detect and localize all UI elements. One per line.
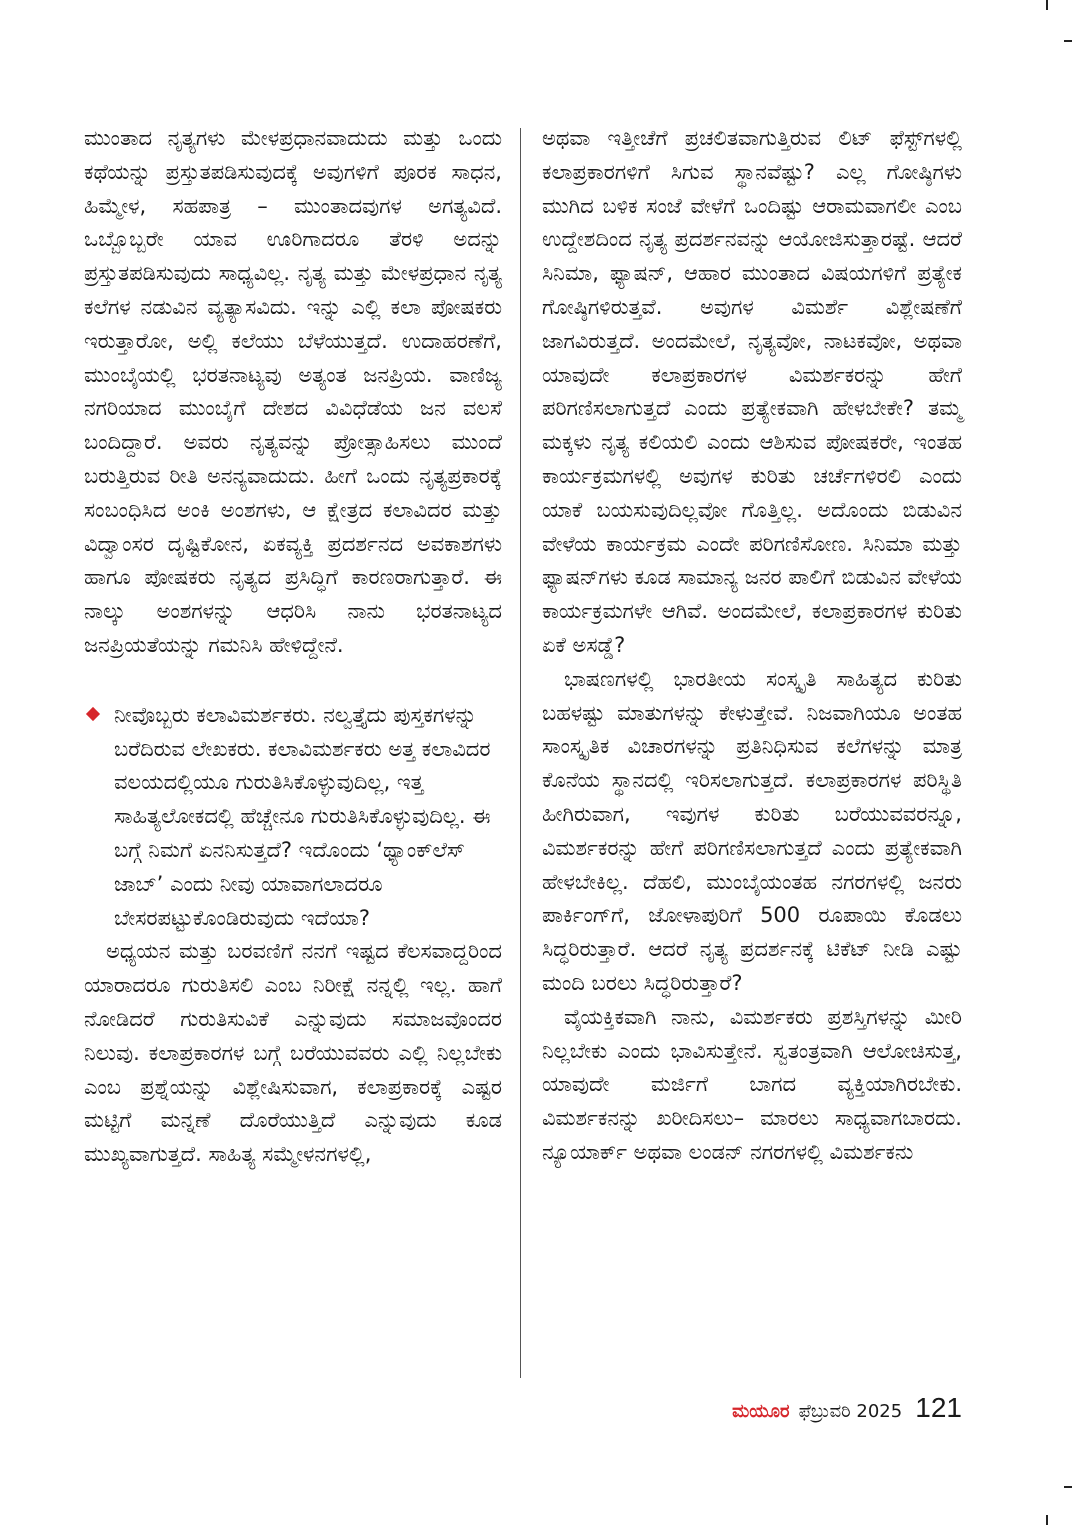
left-column [84, 122, 502, 1172]
page-footer [700, 1392, 962, 1428]
answer-paragraph-2: ಅಥವಾ ಇತ್ತೀಚೆಗೆ ಪ್ರಚಲಿತವಾಗುತ್ತಿರುವ ಲಿಟ್ ಫೆಸ್ಟ್‌ಗಳಲ್ಲಿ ಕಲಾಪ್ರಕಾರಗಳಿಗೆ ಸಿಗುವ ಸ್ಥಾನವೆಷ್ಟು? ಎಲ್ಲ ಗೋಷ್ಠಿಗಳು ಮುಗಿದ ಬಳಿಕ ಸಂಜೆ ವೇಳೆಗೆ ಒಂದಿಷ್ಟು ಆರಾಮವಾಗಲೀ ಎಂಬ ಉದ್ದೇಶದಿಂದ ನೃತ್ಯ ಪ್ರದರ್ಶನವನ್ನು ಆಯೋಜಿಸುತ್ತಾರಷ್ಟೆ. ಆದರೆ ಸಿನಿಮಾ, ಫ್ಯಾಷನ್, ಆಹಾರ ಮುಂತಾದ ವಿಷಯಗಳಿಗೆ ಪ್ರತ್ಯೇಕ ಗೋಷ್ಠಿಗಳಿರುತ್ತವೆ. ಅವುಗಳ ವಿಮರ್ಶೆ ವಿಶ್ಲೇಷಣೆಗೆ ಜಾಗವಿರುತ್ತದೆ. ಅಂದಮೇಲೆ, ನೃತ್ಯವೋ, ನಾಟಕವೋ, ಅಥವಾ ಯಾವುದೇ ಕಲಾಪ್ರಕಾರಗಳ ವಿಮರ್ಶಕರನ್ನು ಹೇಗೆ ಪರಿಗಣಿಸಲಾಗುತ್ತದೆ ಎಂದು ಪ್ರತ್ಯೇಕವಾಗಿ ಹೇಳಬೇಕೇ? ತಮ್ಮ ಮಕ್ಕಳು ನೃತ್ಯ ಕಲಿಯಲಿ ಎಂದು ಆಶಿಸುವ ಪೋಷಕರೇ, ಇಂತಹ ಕಾರ್ಯಕ್ರಮಗಳಲ್ಲಿ ಅವುಗಳ ಕುರಿತು ಚರ್ಚೆಗಳಿರಲಿ ಎಂದು ಯಾಕೆ ಬಯಸುವುದಿಲ್ಲವೋ ಗೊತ್ತಿಲ್ಲ. ಅದೊಂದು ಬಿಡುವಿನ ವೇಳೆಯ ಕಾರ್ಯಕ್ರಮ ಎಂದೇ ಪರಿಗಣಿಸೋಣ. ಸಿನಿಮಾ ಮತ್ತು ಫ್ಯಾಷನ್‌ಗಳು ಕೂಡ ಸಾಮಾನ್ಯ ಜನರ ಪಾಲಿಗೆ ಬಿಡುವಿನ ವೇಳೆಯ ಕಾರ್ಯಕ್ರಮಗಳೇ ಆಗಿವೆ. ಅಂದಮೇಲೆ, ಕಲಾಪ್ರಕಾರಗಳ ಕುರಿತು ಏಕೆ ಅಸಡ್ಡೆ? [542, 126, 962, 657]
issue-date: ಫೆಬ್ರುವರಿ 2025 [798, 1401, 903, 1422]
crop-mark-right-bottom [1064, 1486, 1072, 1488]
column-divider [520, 128, 521, 1378]
right-column [542, 122, 962, 1170]
crop-mark-bottom [1046, 1515, 1048, 1525]
paragraph-1: ಮುಂತಾದ ನೃತ್ಯಗಳು ಮೇಳಪ್ರಧಾನವಾದುದು ಮತ್ತು ಒಂದು ಕಥೆಯನ್ನು ಪ್ರಸ್ತುತಪಡಿಸುವುದಕ್ಕೆ ಅವುಗಳಿಗೆ ಪೂರಕ ಸಾಧನ, ಹಿಮ್ಮೇಳ, ಸಹಪಾತ್ರ – ಮುಂತಾದವುಗಳ ಅಗತ್ಯವಿದೆ. ಒಬ್ಬೊಬ್ಬರೇ ಯಾವ ಊರಿಗಾದರೂ ತೆರಳಿ ಅದನ್ನು ಪ್ರಸ್ತುತಪಡಿಸುವುದು ಸಾಧ್ಯವಿಲ್ಲ. ನೃತ್ಯ ಮತ್ತು ಮೇಳಪ್ರಧಾನ ನೃತ್ಯ ಕಲೆಗಳ ನಡುವಿನ ವ್ಯತ್ಯಾಸವಿದು. ಇನ್ನು ಎಲ್ಲಿ ಕಲಾ ಪೋಷಕರು ಇರುತ್ತಾರೋ, ಅಲ್ಲಿ ಕಲೆಯು ಬೆಳೆಯುತ್ತದೆ. ಉದಾಹರಣೆಗೆ, ಮುಂಬೈಯಲ್ಲಿ ಭರತನಾಟ್ಯವು ಅತ್ಯಂತ ಜನಪ್ರಿಯ. ವಾಣಿಜ್ಯ ನಗರಿಯಾದ ಮುಂಬೈಗೆ ದೇಶದ ವಿವಿಧೆಡೆಯ ಜನ ವಲಸೆ ಬಂದಿದ್ದಾರೆ. ಅವರು ನೃತ್ಯವನ್ನು ಪ್ರೋತ್ಸಾಹಿಸಲು ಮುಂದೆ ಬರುತ್ತಿರುವ ರೀತಿ ಅನನ್ಯವಾದುದು. ಹೀಗೆ ಒಂದು ನೃತ್ಯಪ್ರಕಾರಕ್ಕೆ ಸಂಬಂಧಿಸಿದ ಅಂಕಿ ಅಂಶಗಳು, ಆ ಕ್ಷೇತ್ರದ ಕಲಾವಿದರ ಮತ್ತು ವಿದ್ವಾಂಸರ ದೃಷ್ಟಿಕೋನ, ಏಕವ್ಯಕ್ತಿ ಪ್ರದರ್ಶನದ ಅವಕಾಶಗಳು ಹಾಗೂ ಪೋಷಕರು ನೃತ್ಯದ ಪ್ರಸಿದ್ಧಿಗೆ ಕಾರಣರಾಗುತ್ತಾರೆ. ಈ ನಾಲ್ಕು ಅಂಶಗಳನ್ನು ಆಧರಿಸಿ ನಾನು ಭರತನಾಟ್ಯದ ಜನಪ್ರಿಯತೆಯನ್ನು ಗಮನಿಸಿ ಹೇಳಿದ್ದೇನೆ. [84, 126, 502, 657]
crop-mark-top [1046, 0, 1048, 10]
diamond-bullet-icon [86, 707, 100, 721]
question-text: ನೀವೊಬ್ಬರು ಕಲಾವಿಮರ್ಶಕರು. ನಲ್ವತ್ತೈದು ಪುಸ್ತಕಗಳನ್ನು ಬರೆದಿರುವ ಲೇಖಕರು. ಕಲಾವಿಮರ್ಶಕರು ಅತ್ತ ಕಲಾವಿದರ ವಲಯದಲ್ಲಿಯೂ ಗುರುತಿಸಿಕೊಳ್ಳುವುದಿಲ್ಲ, ಇತ್ತ ಸಾಹಿತ್ಯಲೋಕದಲ್ಲಿ ಹೆಚ್ಚೇನೂ ಗುರುತಿಸಿಕೊಳ್ಳುವುದಿಲ್ಲ. ಈ ಬಗ್ಗೆ ನಿಮಗೆ ಏನನಿಸುತ್ತದೆ? ಇದೊಂದು ‘ಥ್ಯಾಂಕ್‌ಲೆಸ್ ಜಾಬ್’ ಎಂದು ನೀವು ಯಾವಾಗಲಾದರೂ ಬೇಸರಪಟ್ಟುಕೊಂಡಿರುವುದು ಇದೆಯಾ? [114, 702, 491, 930]
interview-question [84, 699, 502, 936]
answer-paragraph-3: ಭಾಷಣಗಳಲ್ಲಿ ಭಾರತೀಯ ಸಂಸ್ಕೃತಿ ಸಾಹಿತ್ಯದ ಕುರಿತು ಬಹಳಷ್ಟು ಮಾತುಗಳನ್ನು ಕೇಳುತ್ತೇವೆ. ನಿಜವಾಗಿಯೂ ಅಂತಹ ಸಾಂಸ್ಕೃತಿಕ ವಿಚಾರಗಳನ್ನು ಪ್ರತಿನಿಧಿಸುವ ಕಲೆಗಳನ್ನು ಮಾತ್ರ ಕೊನೆಯ ಸ್ಥಾನದಲ್ಲಿ ಇರಿಸಲಾಗುತ್ತದೆ. ಕಲಾಪ್ರಕಾರಗಳ ಪರಿಸ್ಥಿತಿ ಹೀಗಿರುವಾಗ, ಇವುಗಳ ಕುರಿತು ಬರೆಯುವವರನ್ನೂ, ವಿಮರ್ಶಕರನ್ನು ಹೇಗೆ ಪರಿಗಣಿಸಲಾಗುತ್ತದೆ ಎಂದು ಪ್ರತ್ಯೇಕವಾಗಿ ಹೇಳಬೇಕಿಲ್ಲ. ದೆಹಲಿ, ಮುಂಬೈಯಂತಹ ನಗರಗಳಲ್ಲಿ ಜನರು ಪಾರ್ಕಿಂಗ್‌ಗೆ, ಜೋಳಾಪುರಿಗೆ 500 ರೂಪಾಯಿ ಕೊಡಲು ಸಿದ್ಧರಿರುತ್ತಾರೆ. ಆದರೆ ನೃತ್ಯ ಪ್ರದರ್ಶನಕ್ಕೆ ಟಿಕೆಟ್ ನೀಡಿ ಎಷ್ಟು ಮಂದಿ ಬರಲು ಸಿದ್ಧರಿರುತ್ತಾರೆ? [542, 666, 962, 995]
page-number: 121 [915, 1392, 962, 1423]
magazine-logo: ಮಯೂರ [732, 1401, 790, 1422]
answer-paragraph-1: ಅಧ್ಯಯನ ಮತ್ತು ಬರವಣಿಗೆ ನನಗೆ ಇಷ್ಟದ ಕೆಲಸವಾದ್ದರಿಂದ ಯಾರಾದರೂ ಗುರುತಿಸಲಿ ಎಂಬ ನಿರೀಕ್ಷೆ ನನ್ನಲ್ಲಿ ಇಲ್ಲ. ಹಾಗೆ ನೋಡಿದರೆ ಗುರುತಿಸುವಿಕೆ ಎನ್ನುವುದು ಸಮಾಜವೊಂದರ ನಿಲುವು. ಕಲಾಪ್ರಕಾರಗಳ ಬಗ್ಗೆ ಬರೆಯುವವರು ಎಲ್ಲಿ ನಿಲ್ಲಬೇಕು ಎಂಬ ಪ್ರಶ್ನೆಯನ್ನು ವಿಶ್ಲೇಷಿಸುವಾಗ, ಕಲಾಪ್ರಕಾರಕ್ಕೆ ಎಷ್ಟರ ಮಟ್ಟಿಗೆ ಮನ್ನಣೆ ದೊರೆಯುತ್ತಿದೆ ಎನ್ನುವುದು ಕೂಡ ಮುಖ್ಯವಾಗುತ್ತದೆ. ಸಾಹಿತ್ಯ ಸಮ್ಮೇಳನಗಳಲ್ಲಿ, [84, 939, 502, 1167]
crop-mark-right-top [1064, 40, 1072, 42]
answer-paragraph-4: ವೈಯಕ್ತಿಕವಾಗಿ ನಾನು, ವಿಮರ್ಶಕರು ಪ್ರಶಸ್ತಿಗಳನ್ನು ಮೀರಿ ನಿಲ್ಲಬೇಕು ಎಂದು ಭಾವಿಸುತ್ತೇನೆ. ಸ್ವತಂತ್ರವಾಗಿ ಆಲೋಚಿಸುತ್ತ, ಯಾವುದೇ ಮರ್ಜಿಗೆ ಬಾಗದ ವ್ಯಕ್ತಿಯಾಗಿರಬೇಕು. ವಿಮರ್ಶಕನನ್ನು ಖರೀದಿಸಲು– ಮಾರಲು ಸಾಧ್ಯವಾಗಬಾರದು. ನ್ಯೂಯಾರ್ಕ್ ಅಥವಾ ಲಂಡನ್ ನಗರಗಳಲ್ಲಿ ವಿಮರ್ಶಕನು [542, 1004, 962, 1164]
